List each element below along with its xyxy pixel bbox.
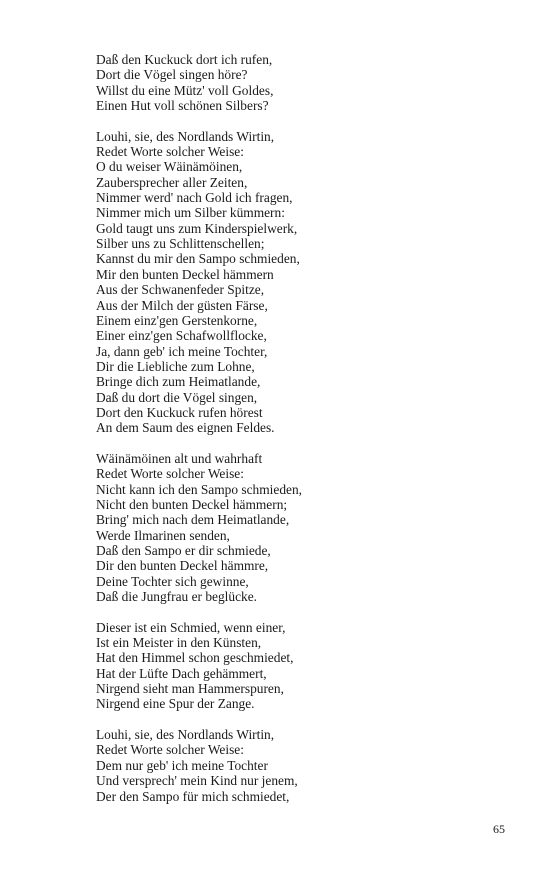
verse-line: Der den Sampo für mich schmiedet, xyxy=(96,788,290,804)
verse-line: Hat der Lüfte Dach gehämmert, xyxy=(96,665,267,681)
verse-line: Hat den Himmel schon geschmiedet, xyxy=(96,650,294,666)
verse-line: Nicht den bunten Deckel hämmern; xyxy=(96,496,288,512)
page-number: 65 xyxy=(493,822,505,836)
verse-line: Zaubersprecher aller Zeiten, xyxy=(96,174,248,190)
verse-line: Dort den Kuckuck rufen hörest xyxy=(96,404,263,420)
verse-line: Einem einz'gen Gerstenkorne, xyxy=(96,312,258,328)
verse-line: Nicht kann ich den Sampo schmieden, xyxy=(96,481,303,497)
verse-line: Ja, dann geb' ich meine Tochter, xyxy=(96,343,268,359)
verse-line: Nirgend sieht man Hammerspuren, xyxy=(96,681,284,697)
verse-line: Ist ein Meister in den Künsten, xyxy=(96,635,262,651)
verse-line: Dir die Liebliche zum Lohne, xyxy=(96,358,255,374)
verse-line: Silber uns zu Schlittenschellen; xyxy=(96,236,265,252)
stanza-4 xyxy=(96,620,516,712)
verse-line: Einen Hut voll schönen Silbers? xyxy=(96,98,269,114)
verse-line: Werde Ilmarinen senden, xyxy=(96,527,230,543)
verse-line: Kannst du mir den Sampo schmieden, xyxy=(96,251,300,267)
verse-line: Aus der Milch der güsten Färse, xyxy=(96,297,268,313)
verse-line: Daß die Jungfrau er beglücke. xyxy=(96,589,257,605)
stanza-3 xyxy=(96,451,516,604)
verse-line: Redet Worte solcher Weise: xyxy=(96,466,244,482)
verse-line: Und versprech' mein Kind nur jenem, xyxy=(96,773,298,789)
verse-line: Gold taugt uns zum Kinderspielwerk, xyxy=(96,220,298,236)
verse-line: Daß du dort die Vögel singen, xyxy=(96,389,258,405)
verse-line: Aus der Schwanenfeder Spitze, xyxy=(96,282,265,298)
verse-line: O du weiser Wäinämöinen, xyxy=(96,159,243,175)
verse-line: Nirgend eine Spur der Zange. xyxy=(96,696,255,712)
verse-line: Daß den Kuckuck dort ich rufen, xyxy=(96,52,273,67)
stanza-2 xyxy=(96,129,516,436)
verse-line: Daß den Sampo er dir schmiede, xyxy=(96,543,271,558)
verse-line: Deine Tochter sich gewinne, xyxy=(96,573,249,589)
verse-line: Redet Worte solcher Weise: xyxy=(96,742,244,758)
verse-line: Bringe dich zum Heimatlande, xyxy=(96,374,261,390)
verse-line: Nimmer werd' nach Gold ich fragen, xyxy=(96,190,293,206)
verse-line: Bring' mich nach dem Heimatlande, xyxy=(96,512,290,528)
verse-line: Dieser ist ein Schmied, wenn einer, xyxy=(96,619,286,635)
verse-line: Nimmer mich um Silber kümmern: xyxy=(96,205,285,221)
verse-line: Louhi, sie, des Nordlands Wirtin, xyxy=(96,128,275,144)
poem-text xyxy=(96,52,516,804)
verse-line: An dem Saum des eignen Feldes. xyxy=(96,420,275,436)
verse-line: Dir den bunten Deckel hämmre, xyxy=(96,558,269,574)
verse-line: Einer einz'gen Schafwollflocke, xyxy=(96,328,267,344)
stanza-5 xyxy=(96,727,516,804)
verse-line: Mir den bunten Deckel hämmern xyxy=(96,266,274,282)
verse-line: Louhi, sie, des Nordlands Wirtin, xyxy=(96,727,275,743)
stanza-1 xyxy=(96,52,516,113)
verse-line: Dem nur geb' ich meine Tochter xyxy=(96,757,268,773)
verse-line: Dort die Vögel singen höre? xyxy=(96,67,248,83)
verse-line: Wäinämöinen alt und wahrhaft xyxy=(96,450,263,466)
verse-line: Redet Worte solcher Weise: xyxy=(96,144,244,160)
verse-line: Willst du eine Mütz' voll Goldes, xyxy=(96,82,274,98)
